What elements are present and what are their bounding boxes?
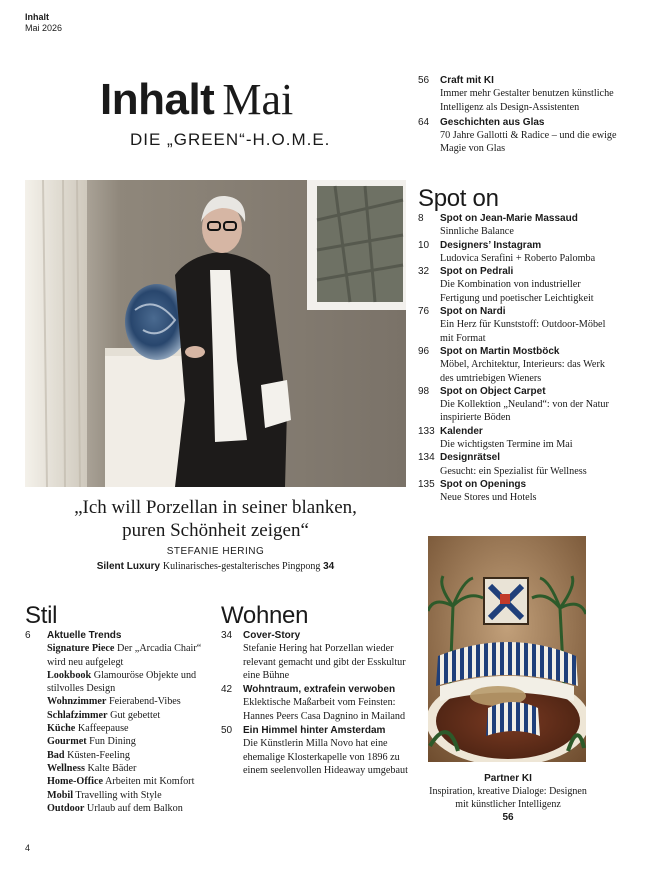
pull-quote — [25, 496, 406, 542]
toc-text: Stefanie Hering hat Porzellan wieder relevant gemacht und gibt der Esskultur eine Bühne — [243, 643, 406, 681]
quote-subline — [25, 561, 406, 572]
stil-key: Signature Piece — [47, 643, 115, 655]
partner-heading: Partner KI — [484, 773, 532, 784]
toc-page-number: 6 — [25, 630, 31, 641]
stil-text: Urlaub auf dem Balkon — [86, 802, 183, 814]
toc-heading: Spot on Martin Mostböck — [440, 345, 560, 357]
toc-heading: Designers’ Instagram — [440, 239, 542, 251]
stil-key: Küche — [47, 723, 76, 735]
partner-line-2: mit künstlicher Intelligenz — [455, 799, 561, 810]
toc-entry[interactable] — [418, 212, 618, 239]
page-title — [100, 74, 335, 124]
stil-text: Fun Dining — [89, 736, 136, 748]
partner-ki-image — [428, 536, 586, 762]
title-light: Mai — [222, 75, 294, 124]
stil-key: Gourmet — [47, 736, 87, 748]
toc-text: Eklektische Maßarbeit vom Feinsten: Hannes Peers Casa Dagnino in Mailand — [243, 697, 406, 722]
quote-line-2: puren Schönheit zeigen“ — [122, 520, 309, 541]
toc-heading: Spot on Object Carpet — [440, 385, 546, 397]
header-section: Inhalt — [25, 12, 49, 22]
stil-key: Lookbook — [47, 669, 92, 681]
top-right-list — [418, 74, 618, 156]
spot-on-title: Spot on — [418, 185, 499, 212]
toc-page-number: 50 — [221, 725, 233, 737]
toc-entry[interactable] — [25, 629, 215, 815]
toc-page-number: 10 — [418, 239, 430, 251]
stil-key: Schlafzimmer — [47, 709, 108, 721]
toc-page-number: 76 — [418, 306, 430, 318]
toc-page-number: 134 — [418, 452, 435, 464]
toc-text: Immer mehr Gestalter benutzen künstliche Intelligenz als Design-Assistenten — [440, 88, 614, 113]
toc-page-number: 96 — [418, 345, 430, 357]
toc-text: Die Künstlerin Milla Novo hat eine ehemalige Klosterkapelle von 1896 zu einem seelenvollen Hideaway umgebaut — [243, 738, 408, 776]
toc-text: Die Kollektion „Neuland“: von der Natur inspirierte Böden — [440, 399, 609, 424]
toc-text: Ludovica Serafini + Roberto Palomba — [440, 252, 596, 264]
stil-text: Gut gebettet — [110, 709, 161, 721]
stil-text: Der „Arcadia Chair“ wird neu aufgelegt — [47, 643, 202, 668]
stil-text: Travelling with Style — [75, 789, 162, 801]
toc-heading: Wohntraum, extrafein verwoben — [243, 684, 396, 696]
toc-heading: Designrätsel — [440, 452, 501, 464]
toc-page-number: 98 — [418, 385, 430, 397]
stil-text: Glamouröse Objekte und stilvolles Design — [47, 669, 197, 695]
page-number: 4 — [25, 843, 31, 853]
toc-page-number: 32 — [418, 266, 430, 278]
stil-key: Mobil — [47, 789, 74, 801]
quote-sub-key: Silent Luxury — [96, 561, 161, 572]
toc-entry[interactable] — [418, 239, 618, 266]
toc-entry[interactable] — [418, 425, 618, 452]
toc-entry[interactable] — [418, 305, 618, 345]
toc-entry[interactable] — [221, 683, 411, 723]
quote-author: STEFANIE HERING — [166, 546, 265, 557]
toc-page-number: 42 — [221, 684, 233, 696]
toc-page-number: 34 — [221, 630, 233, 641]
title-bold: Inhalt — [100, 75, 215, 124]
partner-ki-teaser[interactable] — [418, 772, 598, 824]
stil-text: Kaffeepause — [77, 723, 129, 735]
toc-heading: Spot on Openings — [440, 478, 527, 490]
toc-entry[interactable] — [418, 74, 618, 114]
toc-page-number: 64 — [418, 116, 430, 128]
header-issue: Mai 2026 — [25, 23, 63, 33]
spot-on-section — [418, 186, 618, 505]
partner-line-1: Inspiration, kreative Dialoge: Designen — [429, 786, 587, 797]
stil-section — [25, 603, 215, 815]
cover-portrait-photo — [25, 180, 406, 487]
toc-page-number: 135 — [418, 478, 435, 490]
toc-heading: Craft mit KI — [440, 75, 494, 86]
stil-text: Feierabend-Vibes — [108, 696, 181, 708]
stil-key: Outdoor — [47, 802, 85, 814]
stil-title: Stil — [25, 602, 58, 629]
toc-entry[interactable] — [418, 478, 618, 505]
toc-heading: Ein Himmel hinter Amsterdam — [243, 725, 386, 737]
toc-heading: Geschichten aus Glas — [440, 116, 545, 128]
toc-entry[interactable] — [418, 385, 618, 425]
quote-sub-text: Kulinarisches-gestalterisches Pingpong — [162, 561, 321, 572]
toc-text: 70 Jahre Gallotti & Radice – und die ewige Magie von Glas — [440, 130, 617, 155]
wohnen-section — [221, 603, 411, 777]
toc-text: Die Kombination von industrieller Fertigung und poetischer Leichtigkeit — [440, 279, 594, 304]
toc-entry[interactable] — [418, 265, 618, 305]
toc-text: Sinnliche Balance — [440, 226, 514, 238]
running-header — [25, 12, 62, 34]
toc-heading: Spot on Nardi — [440, 306, 506, 318]
toc-heading: Cover-Story — [243, 630, 301, 641]
stil-key: Wohnzimmer — [47, 696, 107, 708]
toc-entry[interactable] — [418, 451, 618, 478]
wohnen-title: Wohnen — [221, 602, 309, 629]
toc-heading: Kalender — [440, 425, 483, 437]
stil-text: Küsten-Feeling — [67, 749, 130, 761]
stil-key: Bad — [47, 749, 65, 761]
toc-heading: Spot on Pedrali — [440, 266, 514, 278]
toc-heading: Aktuelle Trends — [47, 630, 122, 641]
quote-line-1: „Ich will Porzellan in seiner blanken, — [74, 497, 357, 518]
toc-entry[interactable] — [221, 724, 411, 777]
toc-entry[interactable] — [418, 345, 618, 385]
toc-entry[interactable] — [221, 629, 411, 682]
stil-key: Home-Office — [47, 776, 104, 788]
stil-text: Arbeiten mit Komfort — [105, 776, 195, 788]
stil-text: Kalte Bäder — [87, 762, 137, 774]
stil-key: Wellness — [47, 762, 85, 774]
page-subtitle: DIE „GREEN“-H.O.M.E. — [130, 130, 331, 149]
toc-page-number: 56 — [418, 75, 430, 86]
partner-page-number: 56 — [502, 812, 514, 823]
toc-page-number: 8 — [418, 213, 424, 224]
quote-sub-page: 34 — [323, 561, 335, 572]
toc-page-number: 133 — [418, 425, 435, 437]
toc-text: Ein Herz für Kunststoff: Outdoor-Möbel mit Format — [440, 319, 606, 344]
toc-heading: Spot on Jean-Marie Massaud — [440, 213, 578, 224]
toc-entry[interactable] — [418, 116, 618, 156]
toc-text: Neue Stores und Hotels — [440, 492, 537, 504]
toc-text: Gesucht: ein Spezialist für Wellness — [440, 465, 587, 477]
toc-text: Möbel, Architektur, Interieurs: das Werk des umtriebigen Wieners — [440, 359, 605, 384]
toc-text: Die wichtigsten Termine im Mai — [440, 439, 573, 451]
